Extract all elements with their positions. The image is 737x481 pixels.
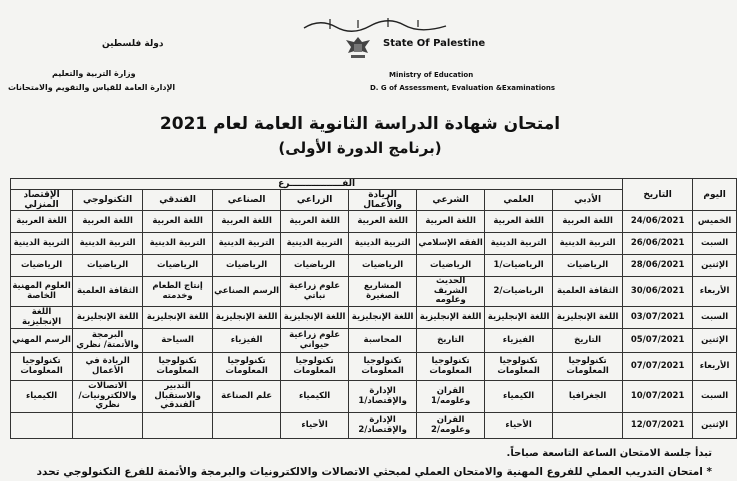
day-cell: الأربعاء xyxy=(693,353,737,381)
page-title: امتحان شهادة الدراسة الثانوية العامة لعام 2021 xyxy=(159,114,561,134)
subject-cell: تكنولوجيا المعلومات xyxy=(281,353,349,381)
subject-cell: اللغة الإنجليزية xyxy=(417,307,485,329)
subject-cell: اللغة العربية xyxy=(553,211,623,233)
subject-cell xyxy=(553,413,623,439)
subject-cell: تكنولوجيا المعلومات xyxy=(11,353,73,381)
day-cell: الأربعاء xyxy=(693,277,737,307)
subject-cell xyxy=(213,413,281,439)
subject-cell: علم الصناعة xyxy=(213,381,281,413)
subject-cell: التربية الدينية xyxy=(553,233,623,255)
subject-cell: اللغة العربية xyxy=(73,211,143,233)
subject-cell: التربية الدينية xyxy=(213,233,281,255)
ministry-name-en: Ministry of Education xyxy=(389,71,474,79)
table-row xyxy=(11,413,737,439)
basmala-calligraphy xyxy=(300,14,450,34)
subject-cell: الفيزياء xyxy=(485,329,553,353)
subject-cell: الرياضيات xyxy=(417,255,485,277)
subject-cell: اللغة الإنجليزية xyxy=(73,307,143,329)
subject-cell: اللغة العربية xyxy=(485,211,553,233)
subject-cell: تكنولوجيا المعلومات xyxy=(417,353,485,381)
subject-cell: الرياضيات/2 xyxy=(485,277,553,307)
table-row xyxy=(11,277,737,307)
table-row xyxy=(11,307,737,329)
date-cell: 03/07/2021 xyxy=(623,307,693,329)
date-cell: 07/07/2021 xyxy=(623,353,693,381)
subject-cell: الكيمياء xyxy=(281,381,349,413)
subject-cell: المحاسبة xyxy=(349,329,417,353)
branch-header: الأدبي xyxy=(553,190,623,211)
note-practical-exams: * امتحان التدريب العملي للفروع المهنية والامتحان العملي لمبحثي الاتصالات والالكترونيات والبرمجة والأتمتة للفرع التكنولوجي تحدد xyxy=(36,466,712,478)
subject-cell: الحديث الشريف وعلومه xyxy=(417,277,485,307)
note-start-time: تبدأ جلسة الامتحان الساعة التاسعة صباحاً. xyxy=(506,448,712,459)
date-cell: 05/07/2021 xyxy=(623,329,693,353)
subject-cell: التربية الدينية xyxy=(349,233,417,255)
date-cell: 28/06/2021 xyxy=(623,255,693,277)
table-row xyxy=(11,233,737,255)
department-name-ar: الإدارة العامة للقياس والتقويم والامتحانات xyxy=(8,83,176,92)
subject-cell: القران وعلومه/1 xyxy=(417,381,485,413)
subject-cell: الفقه الإسلامي xyxy=(417,233,485,255)
subject-cell: الأحياء xyxy=(281,413,349,439)
subject-cell: الجغرافيا xyxy=(553,381,623,413)
subject-cell: البرمجة والأتمتة/ نظري xyxy=(73,329,143,353)
subject-cell: القران وعلومه/2 xyxy=(417,413,485,439)
subject-cell: الثقافة العلمية xyxy=(73,277,143,307)
exam-schedule-table xyxy=(10,178,737,439)
subject-cell: الرياضيات xyxy=(281,255,349,277)
subject-cell: اللغة العربية xyxy=(213,211,281,233)
subject-cell xyxy=(73,413,143,439)
date-cell: 10/07/2021 xyxy=(623,381,693,413)
subject-cell: الرسم المهني xyxy=(11,329,73,353)
table-header-row xyxy=(11,179,737,190)
day-cell: الإثنين xyxy=(693,329,737,353)
subject-cell: التربية الدينية xyxy=(11,233,73,255)
subject-cell: التربية الدينية xyxy=(73,233,143,255)
subject-cell: الكيمياء xyxy=(11,381,73,413)
subject-cell: التاريخ xyxy=(417,329,485,353)
table-row xyxy=(11,255,737,277)
subject-cell: الرياضيات xyxy=(553,255,623,277)
subject-cell: اللغة العربية xyxy=(11,211,73,233)
date-cell: 30/06/2021 xyxy=(623,277,693,307)
day-cell: الإثنين xyxy=(693,255,737,277)
subject-cell: الكيمياء xyxy=(485,381,553,413)
subject-cell: إنتاج الطعام وخدمته xyxy=(143,277,213,307)
table-row xyxy=(11,353,737,381)
subject-cell: اللغة الإنجليزية xyxy=(143,307,213,329)
department-name-en: D. G of Assessment, Evaluation &Examinations xyxy=(370,84,556,92)
branch-header: الريادة والأعمال xyxy=(349,190,417,211)
subject-cell: الفيزياء xyxy=(213,329,281,353)
subject-cell: التربية الدينية xyxy=(281,233,349,255)
subject-cell: اللغة الإنجليزية xyxy=(11,307,73,329)
subject-cell: التاريخ xyxy=(553,329,623,353)
table-row xyxy=(11,329,737,353)
branch-header: الإقتصاد المنزلي xyxy=(11,190,73,211)
subject-cell xyxy=(143,413,213,439)
subject-cell xyxy=(11,413,73,439)
subject-cell: الاتصالات والالكترونيات/ نظري xyxy=(73,381,143,413)
subject-cell: الرياضيات/1 xyxy=(485,255,553,277)
subject-cell: الرياضيات xyxy=(349,255,417,277)
branch-header: التكنولوجي xyxy=(73,190,143,211)
subject-cell: العلوم المهنية الخاصة xyxy=(11,277,73,307)
table-row xyxy=(11,381,737,413)
subject-cell: الرياضيات xyxy=(213,255,281,277)
header-day: اليوم xyxy=(693,179,737,211)
subject-cell: الأحياء xyxy=(485,413,553,439)
date-cell: 26/06/2021 xyxy=(623,233,693,255)
ministry-name-ar: وزارة التربية والتعليم xyxy=(52,69,136,78)
subject-cell: اللغة الإنجليزية xyxy=(485,307,553,329)
subject-cell: الريادة في الأعمال xyxy=(73,353,143,381)
subject-cell: الرياضيات xyxy=(73,255,143,277)
subject-cell: الرياضيات xyxy=(143,255,213,277)
date-cell: 12/07/2021 xyxy=(623,413,693,439)
branch-header: العلمي xyxy=(485,190,553,211)
subject-cell: علوم زراعية نباتي xyxy=(281,277,349,307)
day-cell: السبت xyxy=(693,233,737,255)
state-name-ar: دولة فلسطين xyxy=(102,39,164,49)
header-branch: الفـــــــــــــــــرع xyxy=(11,179,623,190)
subject-cell: الإدارة والإقتصاد/2 xyxy=(349,413,417,439)
subject-cell: الإدارة والإقتصاد/1 xyxy=(349,381,417,413)
subject-cell: التربية الدينية xyxy=(143,233,213,255)
branch-header: الزراعي xyxy=(281,190,349,211)
table-row xyxy=(11,211,737,233)
subject-cell: المشاريع الصغيرة xyxy=(349,277,417,307)
day-cell: السبت xyxy=(693,381,737,413)
subject-cell: اللغة العربية xyxy=(349,211,417,233)
branch-header: الشرعي xyxy=(417,190,485,211)
date-cell: 24/06/2021 xyxy=(623,211,693,233)
subject-cell: الرسم الصناعي xyxy=(213,277,281,307)
branch-header: الصناعي xyxy=(213,190,281,211)
subject-cell: تكنولوجيا المعلومات xyxy=(213,353,281,381)
subject-cell: التدبير والاستقبال الفندقي xyxy=(143,381,213,413)
subject-cell: تكنولوجيا المعلومات xyxy=(553,353,623,381)
subject-cell: علوم زراعية حيواني xyxy=(281,329,349,353)
day-cell: الإثنين xyxy=(693,413,737,439)
subject-cell: الثقافة العلمية xyxy=(553,277,623,307)
subject-cell: اللغة الإنجليزية xyxy=(281,307,349,329)
branch-header: الفندقي xyxy=(143,190,213,211)
subject-cell: التربية الدينية xyxy=(485,233,553,255)
subject-cell: السياحة xyxy=(143,329,213,353)
subject-cell: اللغة الإنجليزية xyxy=(349,307,417,329)
subject-cell: اللغة الإنجليزية xyxy=(213,307,281,329)
subject-cell: اللغة العربية xyxy=(143,211,213,233)
day-cell: السبت xyxy=(693,307,737,329)
subject-cell: الرياضيات xyxy=(11,255,73,277)
palestine-eagle-emblem-icon xyxy=(344,33,372,63)
subject-cell: تكنولوجيا المعلومات xyxy=(143,353,213,381)
header-date: التاريخ xyxy=(623,179,693,211)
subject-cell: اللغة العربية xyxy=(281,211,349,233)
page-subtitle: (برنامج الدورة الأولى) xyxy=(278,139,442,157)
subject-cell: اللغة الإنجليزية xyxy=(553,307,623,329)
subject-cell: اللغة العربية xyxy=(417,211,485,233)
subject-cell: تكنولوجيا المعلومات xyxy=(485,353,553,381)
state-name-en: State Of Palestine xyxy=(383,38,486,49)
day-cell: الخميس xyxy=(693,211,737,233)
subject-cell: تكنولوجيا المعلومات xyxy=(349,353,417,381)
